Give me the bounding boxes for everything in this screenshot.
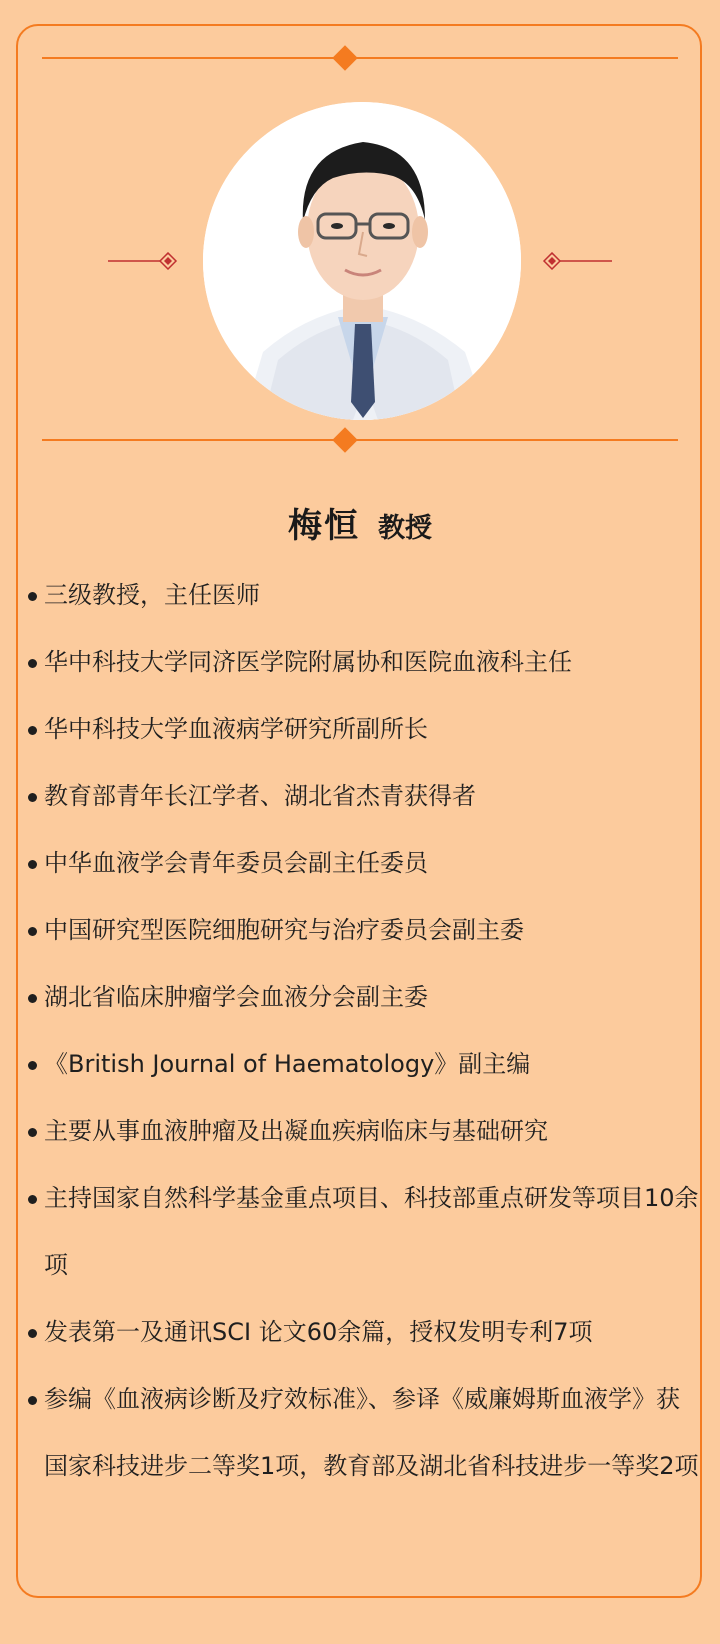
credentials-list — [28, 562, 700, 1500]
list-item: 中国研究型医院细胞研究与治疗委员会副主委 — [28, 897, 700, 964]
bullet-icon — [28, 1128, 37, 1137]
list-item: 发表第一及通讯SCI 论文60余篇，授权发明专利7项 — [28, 1299, 700, 1366]
list-item: 教育部青年长江学者、湖北省杰青获得者 — [28, 763, 700, 830]
list-item: 参编《血液病诊断及疗效标准》、参译《威廉姆斯血液学》获国家科技进步二等奖1项，教育部及湖北省科技进步一等奖2项 — [28, 1366, 700, 1500]
middle-divider — [42, 439, 678, 441]
bullet-icon — [28, 1061, 37, 1070]
bullet-icon — [28, 1329, 37, 1338]
list-item: 《British Journal of Haematology》副主编 — [28, 1031, 700, 1098]
list-item: 中华血液学会青年委员会副主任委员 — [28, 830, 700, 897]
profile-title: 教授 — [378, 513, 432, 544]
profile-heading — [0, 498, 720, 547]
list-item: 华中科技大学血液病学研究所副所长 — [28, 696, 700, 763]
left-ornament-icon — [108, 252, 178, 270]
list-item: 三级教授，主任医师 — [28, 562, 700, 629]
bullet-icon — [28, 994, 37, 1003]
bullet-icon — [28, 1195, 37, 1204]
doctor-portrait — [203, 102, 521, 420]
list-item: 主持国家自然科学基金重点项目、科技部重点研发等项目10余项 — [28, 1165, 700, 1299]
bullet-icon — [28, 860, 37, 869]
right-ornament-icon — [542, 252, 612, 270]
doctor-portrait-icon — [203, 102, 521, 420]
bullet-icon — [28, 726, 37, 735]
profile-name: 梅恒 — [288, 506, 360, 546]
list-item: 湖北省临床肿瘤学会血液分会副主委 — [28, 964, 700, 1031]
bullet-icon — [28, 659, 37, 668]
bullet-icon — [28, 793, 37, 802]
bullet-icon — [28, 592, 37, 601]
bullet-icon — [28, 927, 37, 936]
bullet-icon — [28, 1396, 37, 1405]
top-divider — [42, 57, 678, 59]
list-item: 主要从事血液肿瘤及出凝血疾病临床与基础研究 — [28, 1098, 700, 1165]
list-item: 华中科技大学同济医学院附属协和医院血液科主任 — [28, 629, 700, 696]
